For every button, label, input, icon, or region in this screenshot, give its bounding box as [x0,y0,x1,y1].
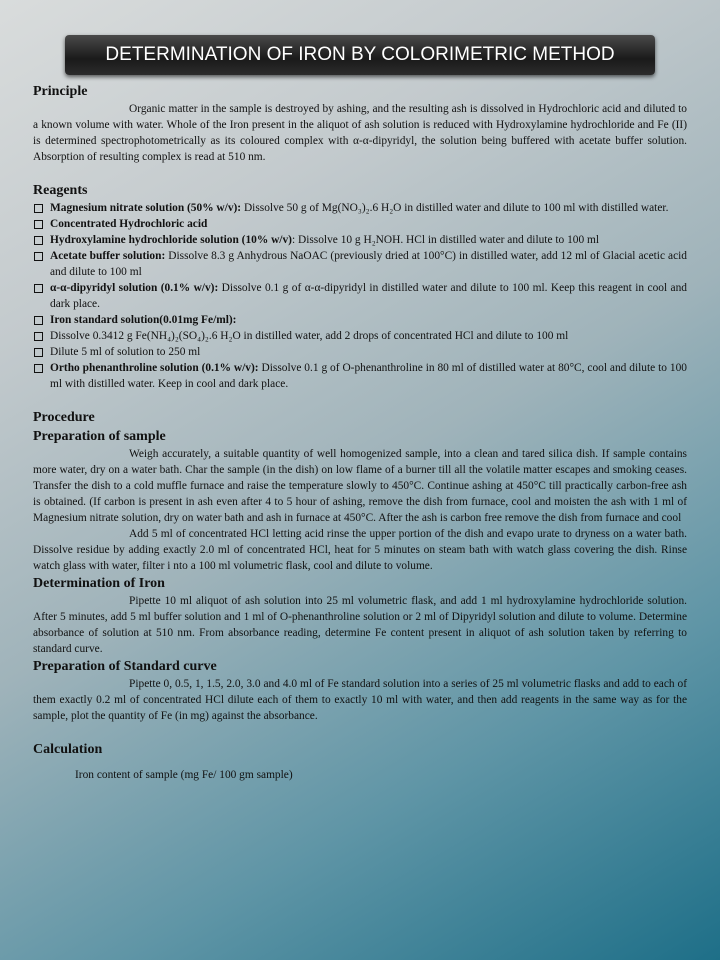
reagents-list [33,200,687,392]
reagent-item: Magnesium nitrate solution (50% w/v): Dissolve 50 g of Mg(NO₃)₂.6 H₂O in distilled water and dilute to 100 ml with distilled water. [33,200,687,216]
procedure-heading: Procedure [33,410,95,425]
standard-curve-heading: Preparation of Standard curve [33,659,217,674]
slide-title: DETERMINATION OF IRON BY COLORIMETRIC METHOD [65,35,655,75]
document-body [33,82,687,783]
reagent-item: Ortho phenanthroline solution (0.1% w/v): Dissolve 0.1 g of O-phenanthroline in 80 ml of distilled water at 80°C, cool and dilute to 100 ml with distilled water. Keep in cool and dark place. [33,360,687,392]
calculation-text: Iron content of sample (mg Fe/ 100 gm sample) [75,769,293,781]
calculation-heading: Calculation [33,742,103,757]
reagent-item: Iron standard solution(0.01mg Fe/ml): [33,312,687,328]
standard-curve-text: Pipette 0, 0.5, 1, 1.5, 2.0, 3.0 and 4.0 ml of Fe standard solution into a series of 25 ml volumetric flasks and add to each of them exactly 0.2 ml of concentrated HCl dilute each of them to exactly 10 ml with water, and then add reagents in the same way as for the sample, plot the quantity of Fe (in mg) against the absorbance. [33,678,687,722]
principle-heading: Principle [33,84,88,99]
preparation-heading: Preparation of sample [33,429,166,444]
reagent-item: Acetate buffer solution: Dissolve 8.3 g Anhydrous NaOAC (previously dried at 100°C) in distilled water, add 12 ml of Glacial acetic acid and dilute to 100 ml [33,248,687,280]
reagent-item: α-α-dipyridyl solution (0.1% w/v): Dissolve 0.1 g of α-α-dipyridyl in distilled water and dilute to 100 ml. Keep this reagent in cool and dark place. [33,280,687,312]
reagent-item: Dilute 5 ml of solution to 250 ml [33,344,687,360]
reagents-heading: Reagents [33,183,88,198]
determination-text: Pipette 10 ml aliquot of ash solution into 25 ml volumetric flask, and add 1 ml hydroxylamine hydrochloride solution. After 5 minutes, add 5 ml buffer solution and 1 ml of O-phenanthroline solution or 2 ml of Dipyridyl solution and dilute to volume. Determine absorbance of solution at 510 nm. From absorbance reading, determine Fe content present in aliquot of ash solution taken by referring to standard curve. [33,595,687,655]
preparation-text-1: Weigh accurately, a suitable quantity of well homogenized sample, into a clean and tared silica dish. If sample contains more water, dry on a water bath. Char the sample (in the dish) on low flame of a burner till all the volatile matter escapes and smoking ceases. Transfer the dish to a cold muffle furnace and raise the temperature slowly to 450°C. Continue ashing at 450°C till practically carbon-free ash is obtained. (If carbon is present in ash even after 4 to 5 hour of ashing, remove the dish from furnace, cool and moisten the ash with 1 ml of Magnesium nitrate solution, dry on water bath and ash in furnace at 450°C. After the ash is carbon free remove the dish from furnace and cool [33,448,687,524]
reagent-item: Dissolve 0.3412 g Fe(NH₄)₂(SO₄)₂.6 H₂O in distilled water, add 2 drops of concentrated HCl and dilute to 100 ml [33,328,687,344]
preparation-text-2: Add 5 ml of concentrated HCl letting acid rinse the upper portion of the dish and evapo urate to dryness on a water bath. Dissolve residue by adding exactly 2.0 ml of concentrated HCl, heat for 5 minutes on steam bath with watch glass covering the dish. Rinse watch glass with water, filter i nto a 100 ml volumetric flask, cool and dilute to volume. [33,528,687,572]
reagent-item: Concentrated Hydrochloric acid [33,216,687,232]
determination-heading: Determination of Iron [33,576,165,591]
principle-text: Organic matter in the sample is destroyed by ashing, and the resulting ash is dissolved in Hydrochloric acid and diluted to a known volume with water. Whole of the Iron present in the aliquot of ash solution is reduced with Hydroxylamine hydrochloride and Fe (II) is determined spectrophotometrically as its coloured complex with α-α-dipyridyl, the solution being buffered with acetate buffer solution. Absorption of resulting complex is read at 510 nm. [33,103,687,163]
reagent-item: Hydroxylamine hydrochloride solution (10% w/v): Dissolve 10 g H₂NOH. HCl in distilled water and dilute to 100 ml [33,232,687,248]
